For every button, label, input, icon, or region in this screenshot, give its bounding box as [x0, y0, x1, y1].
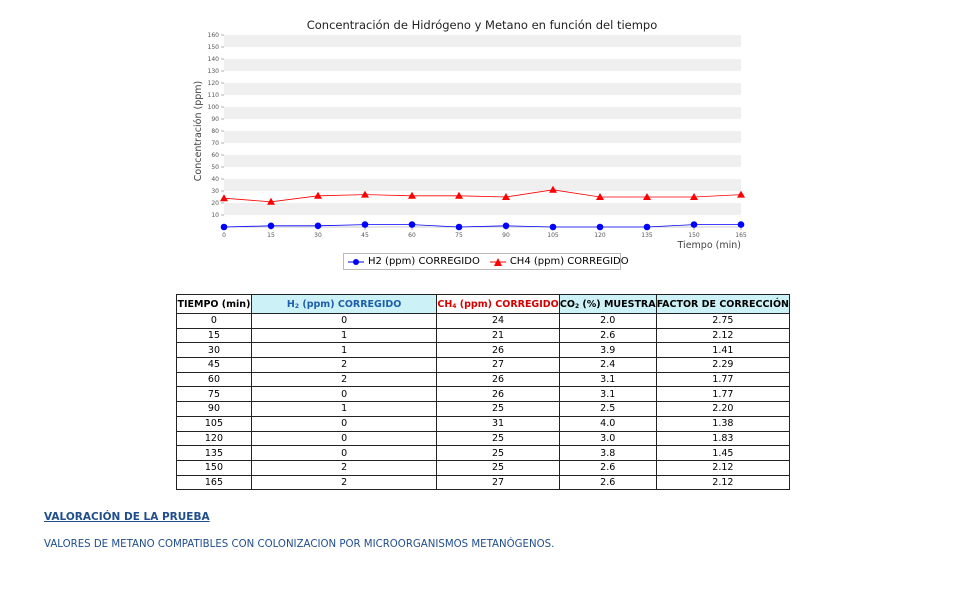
cell-co2: 3.0 — [559, 431, 656, 446]
y-axis-label: Concentración (ppm) — [193, 80, 204, 182]
y-tick-label: 10 — [211, 212, 219, 219]
evaluation-title: VALORACIÓN DE LA PRUEBA — [44, 511, 210, 523]
cell-ch4: 27 — [437, 475, 559, 490]
data-point-h2 — [644, 224, 651, 231]
cell-factor: 2.12 — [656, 475, 789, 490]
x-tick-label: 150 — [688, 232, 700, 239]
y-tick-label: 40 — [211, 176, 219, 183]
cell-factor: 2.75 — [656, 314, 789, 329]
cell-co2: 3.1 — [559, 372, 656, 387]
header-h2: $H_2$ (ppm) CORREGIDO — [251, 295, 436, 314]
cell-co2: 3.1 — [559, 387, 656, 402]
cell-factor: 1.45 — [656, 446, 789, 461]
cell-factor: 2.12 — [656, 460, 789, 475]
y-tick-label: 110 — [207, 92, 219, 99]
data-point-h2 — [550, 224, 557, 231]
cell-factor: 2.29 — [656, 358, 789, 373]
cell-h2: 0 — [251, 416, 436, 431]
data-point-ch4 — [314, 192, 322, 199]
x-ticks — [222, 227, 747, 239]
cell-co2: 2.6 — [559, 460, 656, 475]
evaluation-text: VALORES DE METANO COMPATIBLES CON COLONIZACION POR MICROORGANISMOS METANÓGENOS. — [44, 539, 555, 550]
legend-item-h2 — [348, 256, 480, 267]
x-tick-label: 165 — [735, 232, 747, 239]
data-point-h2 — [738, 221, 745, 228]
cell-co2: 3.8 — [559, 446, 656, 461]
data-point-ch4 — [643, 193, 651, 200]
cell-time: 165 — [177, 475, 252, 490]
grid-band — [224, 203, 741, 215]
grid-band — [224, 83, 741, 95]
cell-h2: 1 — [251, 343, 436, 358]
cell-time: 45 — [177, 358, 252, 373]
triangle-marker-icon — [490, 258, 506, 266]
cell-co2: 2.4 — [559, 358, 656, 373]
data-point-h2 — [362, 221, 369, 228]
results-table — [176, 294, 790, 490]
cell-time: 150 — [177, 460, 252, 475]
x-tick-label: 75 — [455, 232, 463, 239]
cell-factor: 1.83 — [656, 431, 789, 446]
y-tick-label: 60 — [211, 152, 219, 159]
x-tick-label: 105 — [547, 232, 559, 239]
x-axis-label: Tiempo (min) — [677, 240, 741, 251]
cell-co2: 2.6 — [559, 328, 656, 343]
cell-time: 90 — [177, 402, 252, 417]
cell-ch4: 21 — [437, 328, 559, 343]
grid-band — [224, 155, 741, 167]
y-tick-label: 100 — [207, 104, 219, 111]
cell-factor: 1.77 — [656, 372, 789, 387]
cell-co2: 2.0 — [559, 314, 656, 329]
concentration-chart — [0, 0, 965, 290]
cell-factor: 2.12 — [656, 328, 789, 343]
table-body — [177, 314, 790, 490]
cell-h2: 1 — [251, 402, 436, 417]
cell-h2: 2 — [251, 372, 436, 387]
cell-factor: 1.77 — [656, 387, 789, 402]
cell-ch4: 26 — [437, 372, 559, 387]
cell-time: 30 — [177, 343, 252, 358]
legend-label-h2: H2 (ppm) CORREGIDO — [368, 256, 480, 267]
y-tick-label: 140 — [207, 56, 219, 63]
data-point-h2 — [456, 224, 463, 231]
data-point-h2 — [503, 223, 510, 230]
x-tick-label: 120 — [594, 232, 606, 239]
table-row — [177, 387, 790, 402]
cell-time: 15 — [177, 328, 252, 343]
grid-band — [224, 35, 741, 47]
cell-ch4: 26 — [437, 387, 559, 402]
cell-factor: 2.20 — [656, 402, 789, 417]
header-ch4: $CH_4$ (ppm) CORREGIDO — [437, 295, 559, 314]
header-co2: $CO_2$ (%) MUESTRA — [559, 295, 656, 314]
cell-h2: 2 — [251, 475, 436, 490]
cell-time: 105 — [177, 416, 252, 431]
cell-h2: 1 — [251, 328, 436, 343]
table-row — [177, 431, 790, 446]
cell-ch4: 25 — [437, 460, 559, 475]
cell-time: 75 — [177, 387, 252, 402]
data-point-h2 — [221, 224, 228, 231]
circle-marker-icon — [348, 258, 364, 266]
x-tick-label: 15 — [267, 232, 275, 239]
y-tick-label: 50 — [211, 164, 219, 171]
cell-ch4: 25 — [437, 446, 559, 461]
legend-label-ch4: CH4 (ppm) CORREGIDO — [509, 256, 629, 267]
x-tick-label: 0 — [222, 232, 226, 239]
cell-ch4: 27 — [437, 358, 559, 373]
cell-time: 60 — [177, 372, 252, 387]
cell-ch4: 26 — [437, 343, 559, 358]
chart-title: Concentración de Hidrógeno y Metano en función del tiempo — [306, 18, 658, 32]
header-time: TIEMPO (min) — [177, 295, 252, 314]
legend-item-ch4 — [490, 256, 629, 267]
cell-h2: 0 — [251, 431, 436, 446]
y-tick-label: 120 — [207, 80, 219, 87]
cell-h2: 0 — [251, 314, 436, 329]
grid-band — [224, 59, 741, 71]
cell-time: 135 — [177, 446, 252, 461]
data-point-h2 — [409, 221, 416, 228]
data-point-h2 — [691, 221, 698, 228]
table-row — [177, 314, 790, 329]
cell-factor: 1.41 — [656, 343, 789, 358]
data-point-h2 — [268, 223, 275, 230]
cell-h2: 2 — [251, 358, 436, 373]
grid-band — [224, 131, 741, 143]
y-ticks — [208, 32, 224, 219]
y-tick-label: 150 — [207, 44, 219, 51]
table-row — [177, 343, 790, 358]
x-tick-label: 30 — [314, 232, 322, 239]
x-tick-label: 45 — [361, 232, 369, 239]
y-tick-label: 80 — [211, 128, 219, 135]
table-row — [177, 446, 790, 461]
table-header-row — [177, 295, 790, 314]
cell-co2: 2.6 — [559, 475, 656, 490]
data-point-ch4 — [455, 192, 463, 199]
y-tick-label: 30 — [211, 188, 219, 195]
table-row — [177, 372, 790, 387]
data-point-ch4 — [361, 191, 369, 198]
data-point-h2 — [597, 224, 604, 231]
grid-band — [224, 179, 741, 191]
cell-ch4: 25 — [437, 431, 559, 446]
table-row — [177, 475, 790, 490]
cell-co2: 2.5 — [559, 402, 656, 417]
data-point-h2 — [315, 223, 322, 230]
cell-h2: 2 — [251, 460, 436, 475]
table-row — [177, 358, 790, 373]
data-point-ch4 — [737, 191, 745, 198]
x-tick-label: 60 — [408, 232, 416, 239]
table-row — [177, 328, 790, 343]
grid-band — [224, 107, 741, 119]
x-tick-label: 90 — [502, 232, 510, 239]
cell-co2: 4.0 — [559, 416, 656, 431]
header-factor: FACTOR DE CORRECCIÓN — [656, 295, 789, 314]
y-tick-label: 20 — [211, 200, 219, 207]
chart-legend — [343, 253, 629, 270]
y-tick-label: 160 — [207, 32, 219, 39]
cell-ch4: 25 — [437, 402, 559, 417]
table-row — [177, 416, 790, 431]
table-row — [177, 402, 790, 417]
y-tick-label: 90 — [211, 116, 219, 123]
series-line-ch4 — [224, 190, 741, 202]
cell-h2: 0 — [251, 446, 436, 461]
data-point-ch4 — [408, 192, 416, 199]
x-tick-label: 135 — [641, 232, 653, 239]
cell-co2: 3.9 — [559, 343, 656, 358]
cell-time: 0 — [177, 314, 252, 329]
cell-ch4: 31 — [437, 416, 559, 431]
data-point-ch4 — [220, 194, 228, 201]
cell-time: 120 — [177, 431, 252, 446]
y-tick-label: 130 — [207, 68, 219, 75]
table-row — [177, 460, 790, 475]
y-tick-label: 70 — [211, 140, 219, 147]
cell-ch4: 24 — [437, 314, 559, 329]
cell-h2: 0 — [251, 387, 436, 402]
cell-factor: 1.38 — [656, 416, 789, 431]
